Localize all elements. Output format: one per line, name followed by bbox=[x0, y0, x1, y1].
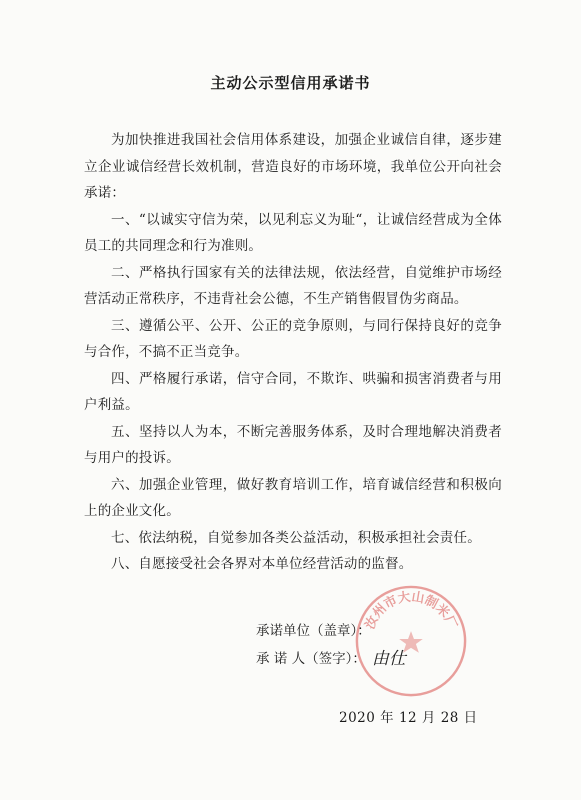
commitment-1: 一、“以诚实守信为荣，以见利忘义为耻“，让诚信经营成为全体员工的共同理念和行为准则。 bbox=[84, 211, 502, 254]
commitment-8: 八、自愿接受社会各界对本单位经营活动的监督。 bbox=[111, 556, 413, 572]
commitment-2: 二、严格执行国家有关的法律法规，依法经营，自觉维护市场经营活动正常秩序，不违背社会公德，不生产销售假冒伪劣商品。 bbox=[84, 264, 502, 307]
document-title: 主动公示型信用承诺书 bbox=[210, 74, 371, 92]
seal-text: 汝州市大山制米厂 bbox=[362, 589, 460, 632]
person-row bbox=[256, 645, 406, 673]
handwritten-signature: 由仕 bbox=[371, 649, 406, 669]
document-date: 2020 年 12 月 28 日 bbox=[339, 710, 478, 726]
commitment-5: 五、坚持以人为本，不断完善服务体系，及时合理地解决消费者与用户的投诉。 bbox=[84, 423, 502, 466]
unit-row bbox=[256, 617, 406, 645]
person-label: 承 诺 人（签字）： bbox=[256, 651, 366, 667]
commitment-3: 三、遵循公平、公开、公正的竞争原则，与同行保持良好的竞争与合作，不搞不正当竞争。 bbox=[84, 317, 502, 360]
intro-paragraph: 为加快推进我国社会信用体系建设，加强企业诚信自律，逐步建立企业诚信经营长效机制，营造良好的市场环境，我单位公开向社会承诺： bbox=[84, 132, 502, 201]
unit-label: 承诺单位（盖章）： bbox=[256, 623, 371, 639]
signature-block bbox=[256, 617, 406, 673]
commitment-4: 四、严格履行承诺，信守合同，不欺诈、哄骗和损害消费者与用户利益。 bbox=[84, 370, 502, 413]
commitment-7: 七、依法纳税，自觉参加各类公益活动，积极承担社会责任。 bbox=[111, 529, 481, 546]
commitment-6: 六、加强企业管理，做好教育培训工作，培育诚信经营和积极向上的企业文化。 bbox=[84, 476, 502, 519]
document-body bbox=[84, 127, 502, 578]
